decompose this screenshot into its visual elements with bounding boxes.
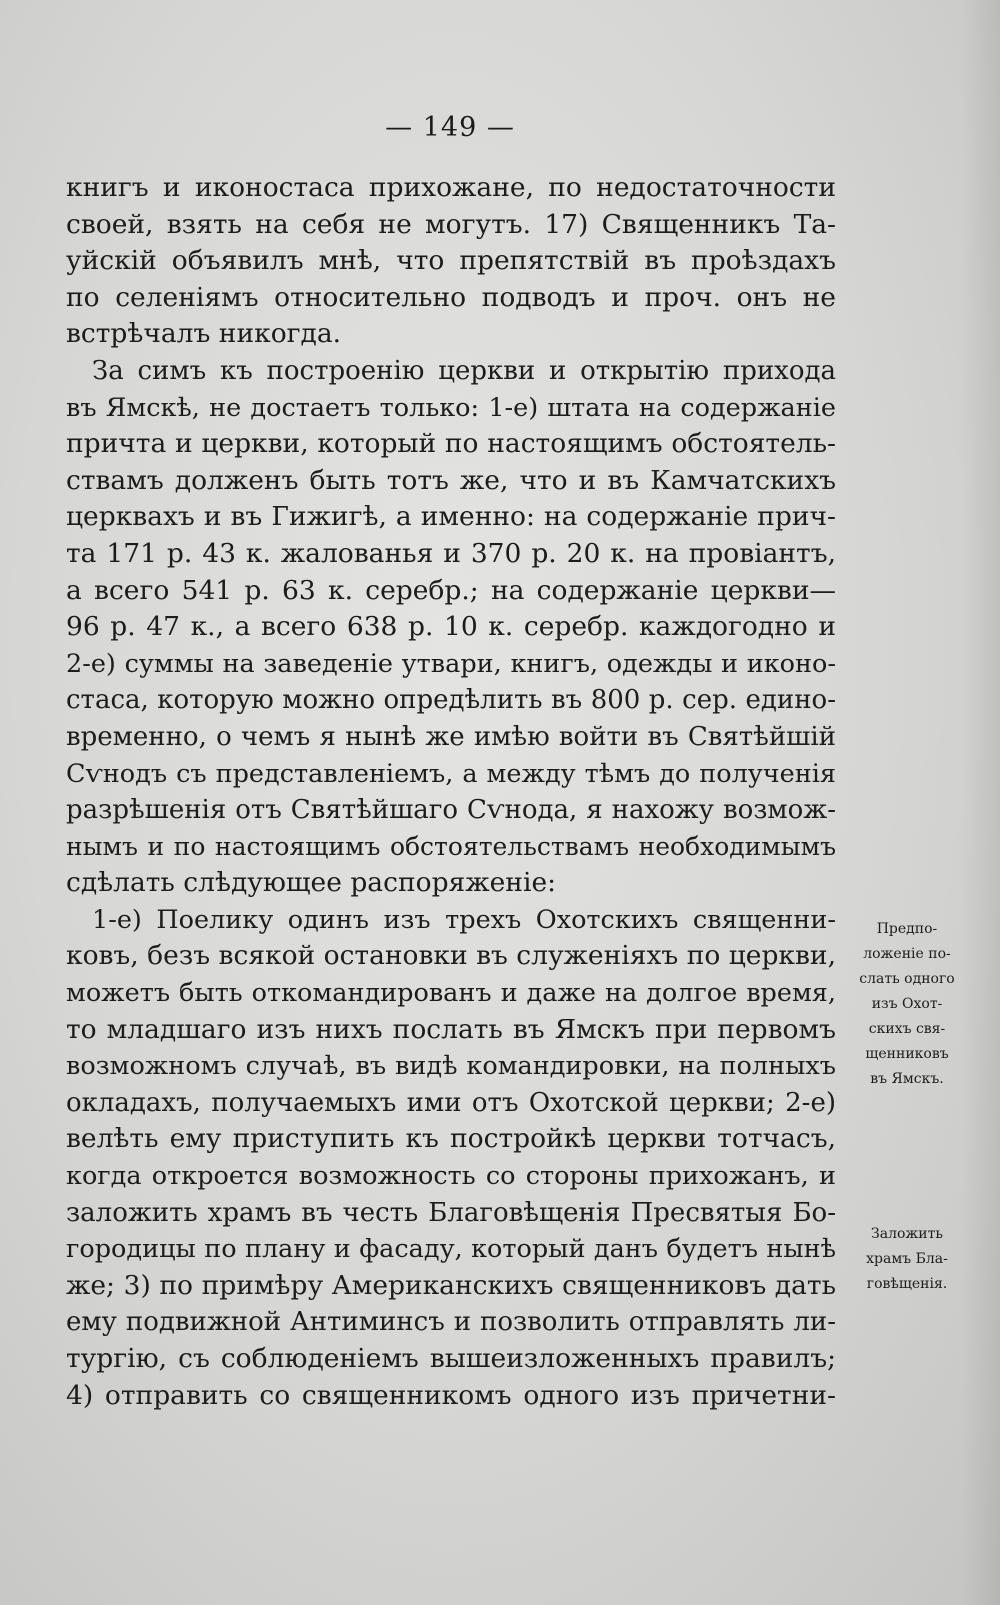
text-line: 1-е) Поелику одинъ изъ трехъ Охотскихъ священни- bbox=[92, 904, 836, 935]
text-line: велѣть ему приступить къ постройкѣ церкви тотчасъ, bbox=[66, 1123, 836, 1155]
text-line: своей, взять на себя не могутъ. 17) Священникъ Та- bbox=[66, 208, 836, 240]
margin-note-line: слать одного bbox=[859, 971, 955, 987]
text-line: тургію, съ соблюденіемъ вышеизложенныхъ правилъ; bbox=[66, 1343, 836, 1374]
margin-note-line: ложеніе по- bbox=[863, 946, 951, 962]
text-line: уйскій объявилъ мнѣ, что препятствій въ проѣздахъ bbox=[66, 245, 836, 277]
margin-note-line: изъ Охот- bbox=[871, 996, 943, 1012]
margin-note-line: въ Ямскъ. bbox=[870, 1071, 944, 1087]
text-line: же; 3) по примѣру Американскихъ священниковъ дать bbox=[66, 1269, 836, 1301]
text-line: 96 р. 47 к., а всего 638 р. 10 к. серебр. каждогодно и bbox=[66, 611, 836, 643]
text-line: заложить храмъ въ честь Благовѣщенія Пресвятыя Бо- bbox=[66, 1197, 836, 1228]
text-line: городицы по плану и фасаду, который данъ будетъ нынѣ bbox=[66, 1234, 836, 1265]
text-line: Сѵнодъ съ представленіемъ, а между тѣмъ до полученія bbox=[66, 758, 836, 789]
margin-note-line: говѣщенія. bbox=[866, 1276, 948, 1292]
margin-note-line: скихъ свя- bbox=[868, 1021, 946, 1037]
text-line: причта и церкви, который по настоящимъ обстоятель- bbox=[66, 428, 836, 460]
text-line: то младшаго изъ нихъ послать въ Ямскъ при первомъ bbox=[66, 1013, 836, 1045]
text-line: по селеніямъ относительно подводъ и проч. онъ не bbox=[66, 281, 836, 313]
text-line: временно, о чемъ я нынѣ же имѣю войти въ Святѣйшій bbox=[66, 721, 836, 752]
text-line: церквахъ и въ Гижигѣ, а именно: на содержаніе прич- bbox=[66, 501, 836, 533]
text-line: разрѣшенія отъ Святѣйшаго Сѵнода, я нахожу возмож- bbox=[66, 795, 836, 826]
text-line: 4) отправить со священникомъ одного изъ причетни- bbox=[66, 1379, 836, 1411]
text-line: ствамъ долженъ быть тотъ же, что и въ Камчатскихъ bbox=[66, 464, 836, 496]
text-line: встрѣчалъ никогда. bbox=[66, 318, 342, 350]
text-line: нымъ и по настоящимъ обстоятельствамъ необходимымъ bbox=[66, 831, 836, 861]
text-line: а всего 541 р. 63 к. серебр.; на содержаніе церкви— bbox=[66, 574, 836, 606]
main-text bbox=[66, 170, 836, 1414]
text-line: ковъ, безъ всякой остановки въ служеніяхъ по церкви, bbox=[66, 940, 836, 972]
margin-note-lay-church bbox=[848, 1222, 966, 1297]
text-line: книгъ и иконостаса прихожане, по недостаточности bbox=[66, 172, 836, 203]
text-line: въ Ямскѣ, не достаетъ только: 1-е) штата на содержаніе bbox=[66, 392, 836, 423]
text-line: возможномъ случаѣ, въ видѣ командировки, на полныхъ bbox=[66, 1051, 836, 1082]
margin-note-line: Предпо- bbox=[876, 921, 938, 937]
text-line: сдѣлать слѣдующее распоряженіе: bbox=[66, 867, 557, 899]
text-line: та 171 р. 43 к. жалованья и 370 р. 20 к. на провіантъ, bbox=[66, 537, 836, 569]
text-line: можетъ быть откомандированъ и даже на долгое время, bbox=[66, 978, 836, 1009]
text-line: окладахъ, получаемыхъ ими отъ Охотской церкви; 2-е) bbox=[66, 1087, 836, 1118]
margin-note-line: Заложить bbox=[871, 1226, 943, 1242]
text-line: ему подвижной Антиминсъ и позволить отправлять ли- bbox=[66, 1307, 836, 1338]
text-line: стаса, которую можно опредѣлить въ 800 р. сер. едино- bbox=[66, 685, 836, 716]
text-line: 2-е) суммы на заведеніе утвари, книгъ, одежды и иконо- bbox=[66, 648, 836, 679]
margin-note-line: щенниковъ bbox=[865, 1046, 949, 1062]
page-edge-shadow bbox=[960, 0, 1000, 1605]
margin-note-line: храмъ Бла- bbox=[866, 1251, 948, 1267]
text-line: когда откроется возможность со стороны прихожанъ, и bbox=[66, 1161, 836, 1192]
page-number: — 149 — bbox=[385, 112, 515, 143]
text-line: За симъ къ построенію церкви и открытію прихода bbox=[92, 355, 836, 386]
margin-note-send-priest bbox=[848, 917, 966, 1092]
